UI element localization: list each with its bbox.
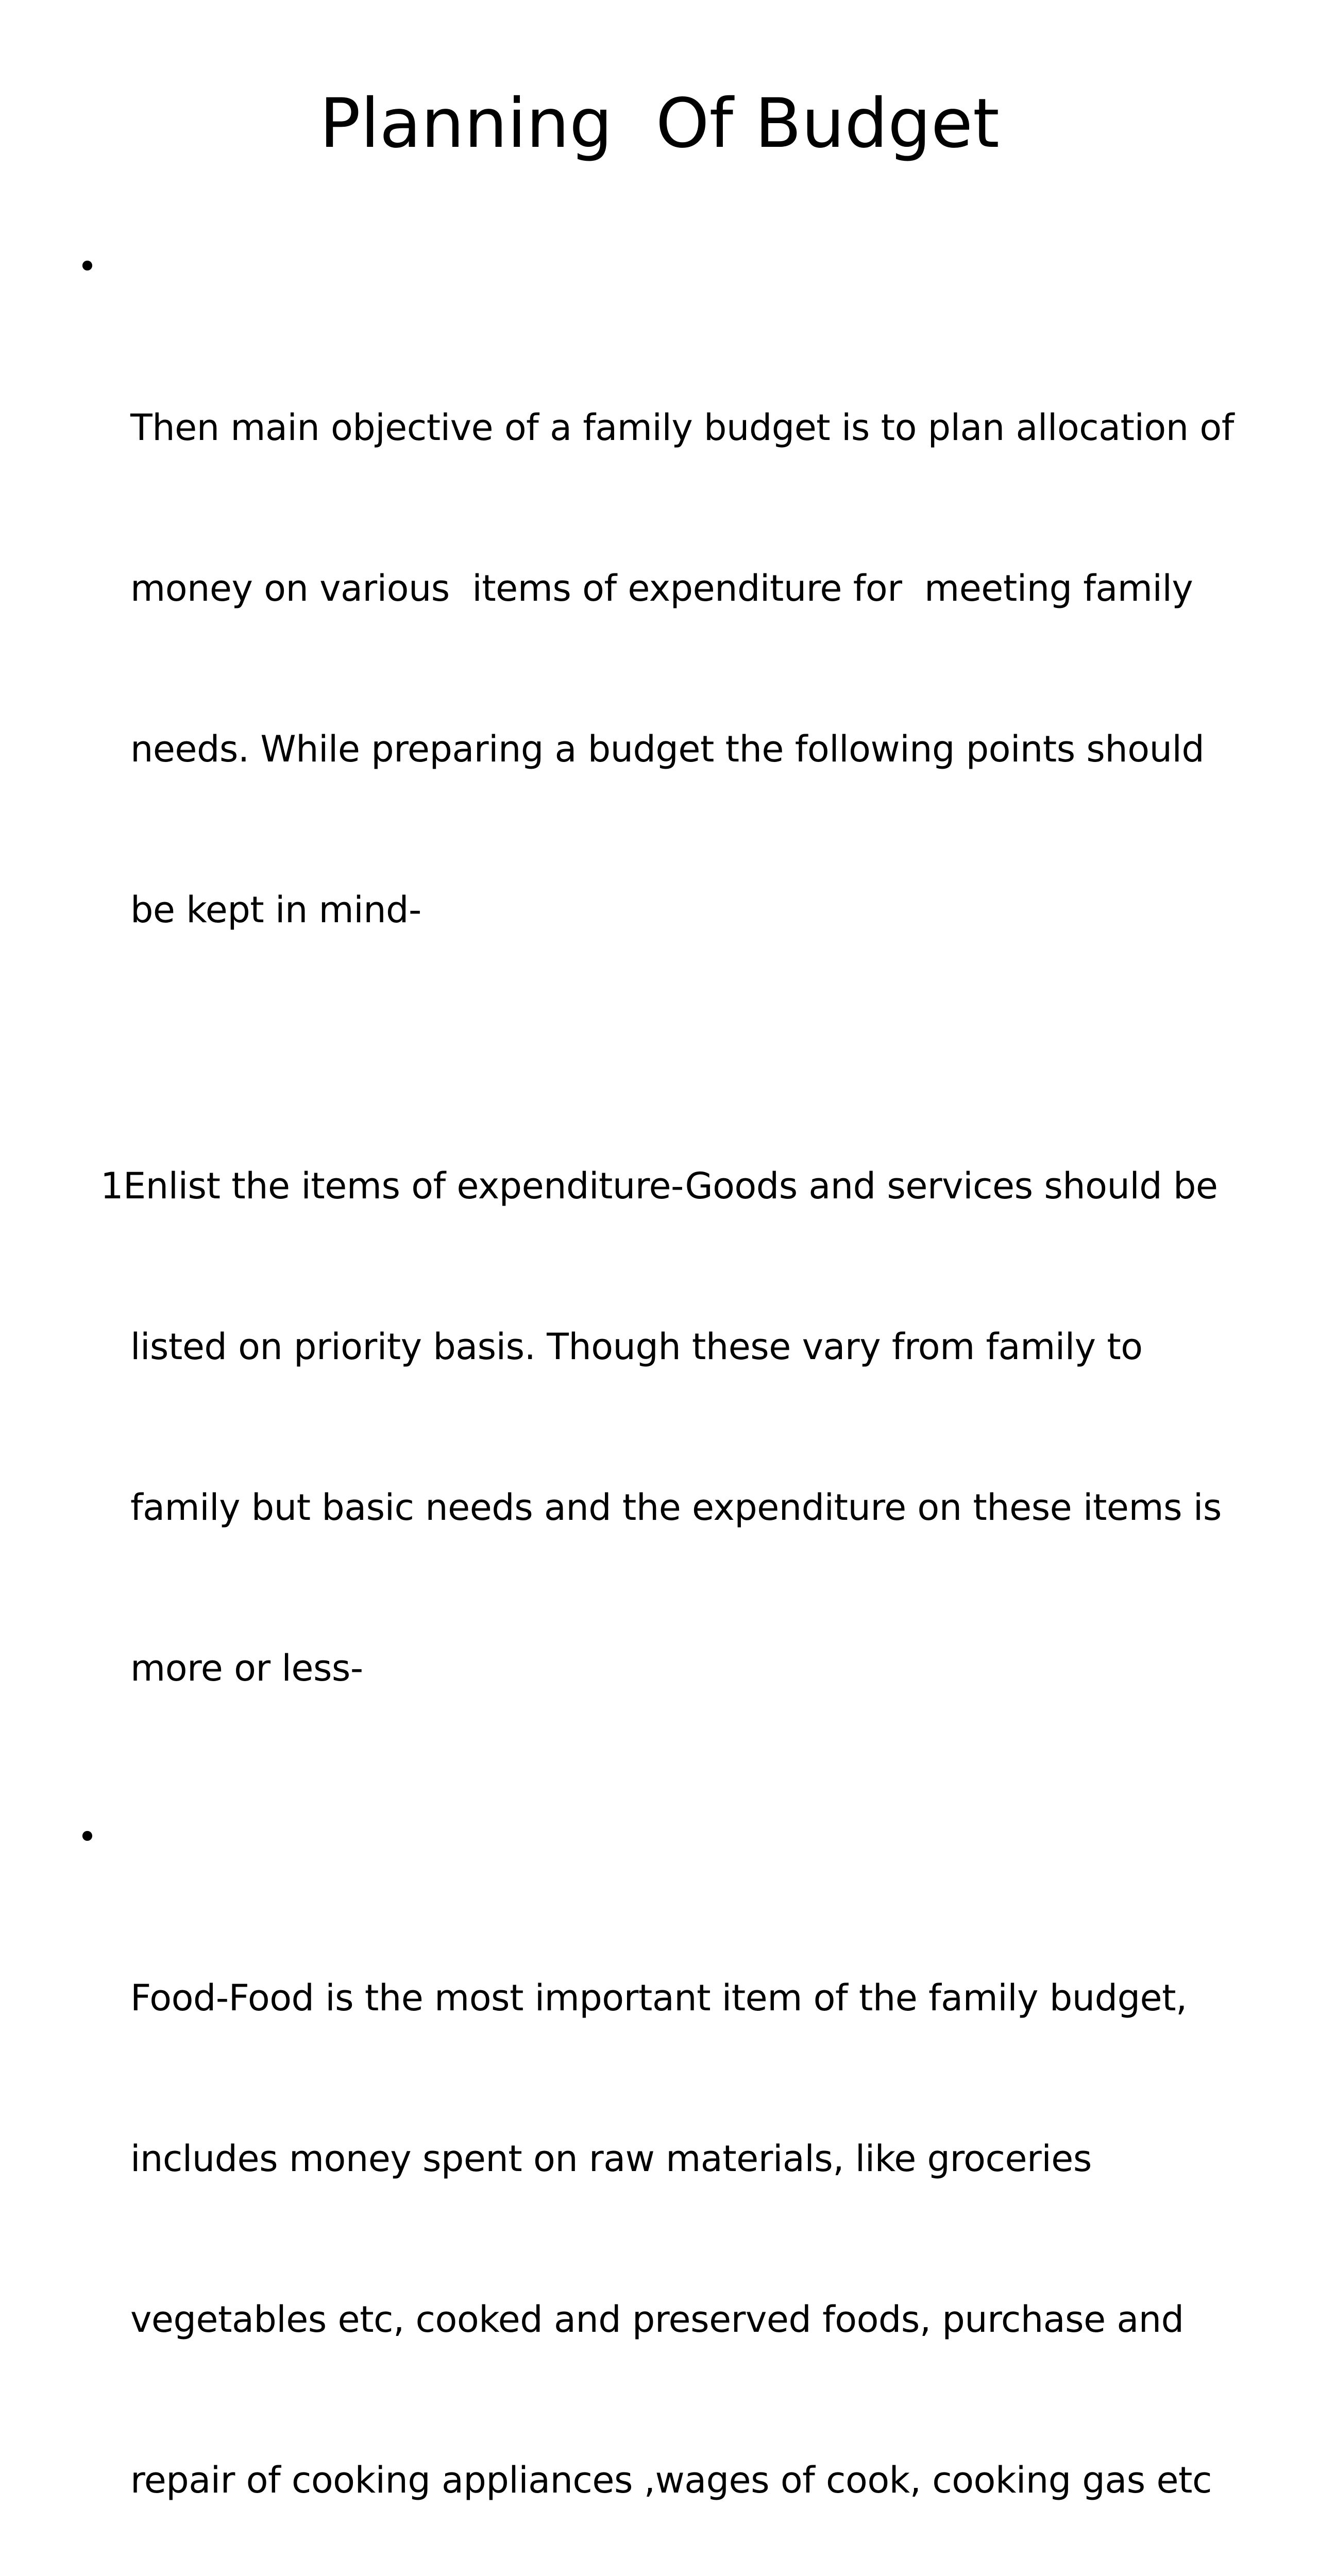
numbered-paragraph-enlist-items: [77, 1052, 1262, 1802]
slide-title: Planning Of Budget: [319, 84, 1000, 163]
paragraph-line: needs. While preparing a budget the following points should: [130, 728, 1205, 770]
paragraph-line: repair of cooking appliances ,wages of cook, cooking gas etc: [130, 2459, 1212, 2501]
bullet-paragraph-objective: [77, 240, 1262, 1044]
paragraph-line: 1Enlist the items of expenditure-Goods and services should be: [100, 1165, 1218, 1207]
paragraph-line: Food-Food is the most important item of the family budget,: [130, 1977, 1187, 2019]
bullet-icon: •: [77, 247, 97, 286]
paragraph-line: Then main objective of a family budget is to plan allocation of: [130, 406, 1234, 449]
paragraph-line: more or less-: [130, 1647, 363, 1689]
paragraph-line: money on various items of expenditure for meeting family: [130, 567, 1193, 609]
paragraph-line: vegetables etc, cooked and preserved foods, purchase and: [130, 2298, 1184, 2341]
paragraph-line: be kept in mind-: [130, 889, 421, 931]
bullet-paragraph-food: [77, 1810, 1262, 2576]
slide-content: [77, 240, 1262, 2576]
paragraph-line: family but basic needs and the expenditure on these items is: [130, 1486, 1222, 1529]
paragraph-line: listed on priority basis. Though these vary from family to: [130, 1326, 1143, 1368]
bullet-icon: •: [77, 1817, 97, 1857]
paragraph-line: includes money spent on raw materials, like groceries: [130, 2138, 1092, 2180]
